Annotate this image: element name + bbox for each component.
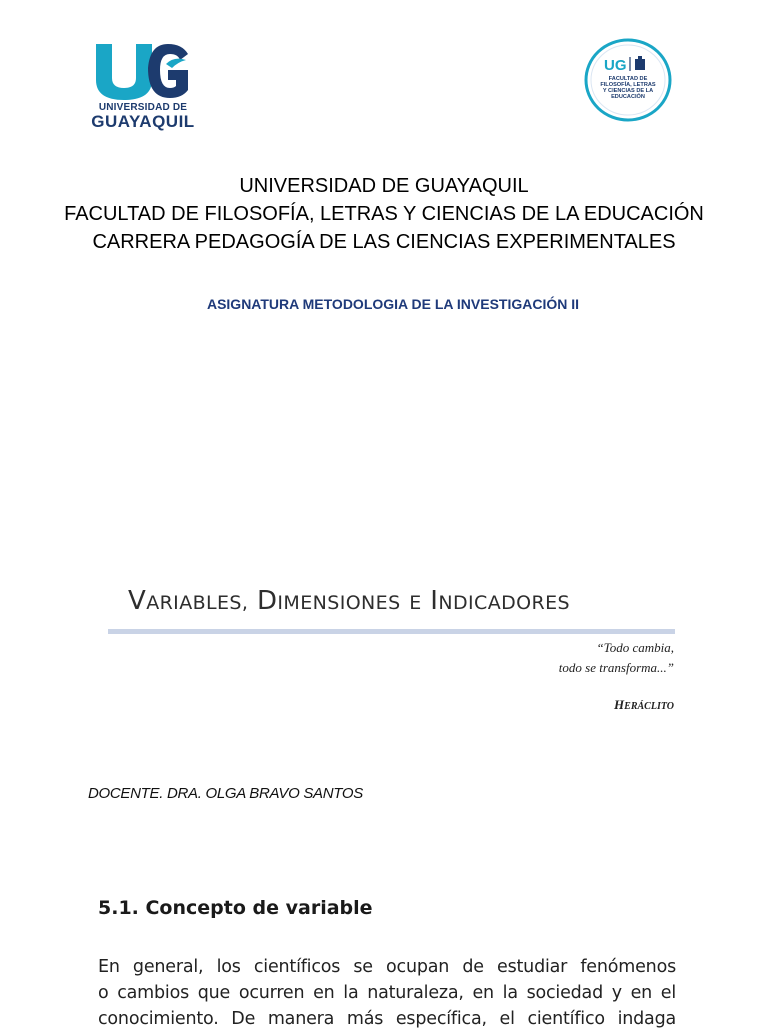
svg-text:UG: UG (604, 57, 627, 74)
section-heading: 5.1. Concepto de variable (98, 897, 373, 919)
career-name: CARRERA PEDAGOGÍA DE LAS CIENCIAS EXPERIMENTALES (92, 231, 676, 253)
faculty-name: FACULTAD DE FILOSOFÍA, LETRAS Y CIENCIAS DE LA EDUCACIÓN (64, 203, 704, 225)
chapter-title (128, 586, 688, 616)
title-divider (108, 629, 675, 634)
teacher-name: DOCENTE. DRA. OLGA BRAVO SANTOS (88, 785, 363, 802)
seal-text-2: FILOSOFÍA, LETRAS (600, 82, 656, 88)
subject-title: ASIGNATURA METODOLOGIA DE LA INVESTIGACIÓN II (206, 296, 580, 312)
paragraph-line-3: conocimiento. De manera más específica, el científico indaga (98, 1009, 676, 1029)
logo-text-line2: GUAYAQUIL (91, 112, 195, 131)
university-name: UNIVERSIDAD DE GUAYAQUIL (239, 175, 529, 197)
title-word-2: DIMENSIONES (257, 586, 401, 616)
paragraph-line-1: En general, los científicos se ocupan de estudiar fenómenos (98, 957, 676, 977)
quote-author: HERÁCLITO (614, 697, 674, 712)
seal-text-3: Y CIENCIAS DE LA (602, 88, 654, 94)
logo-text-line1: UNIVERSIDAD DE (98, 102, 188, 113)
seal-text-1: FACULTAD DE (608, 76, 648, 82)
title-word-3: E (409, 592, 422, 614)
faculty-seal (582, 38, 674, 122)
quote-line-2: todo se transforma...” (558, 660, 674, 675)
quote-line-1: “Todo cambia, (596, 640, 674, 655)
seal-text-4: EDUCACIÓN (611, 94, 645, 100)
ug-logo-icon (92, 40, 192, 102)
university-logo (88, 40, 198, 132)
paragraph-line-2: o cambios que ocurren en la naturaleza, en la sociedad y en el (98, 983, 676, 1003)
title-word-4: INDICADORES (430, 586, 570, 616)
title-word-1: VARIABLES, (128, 586, 249, 616)
